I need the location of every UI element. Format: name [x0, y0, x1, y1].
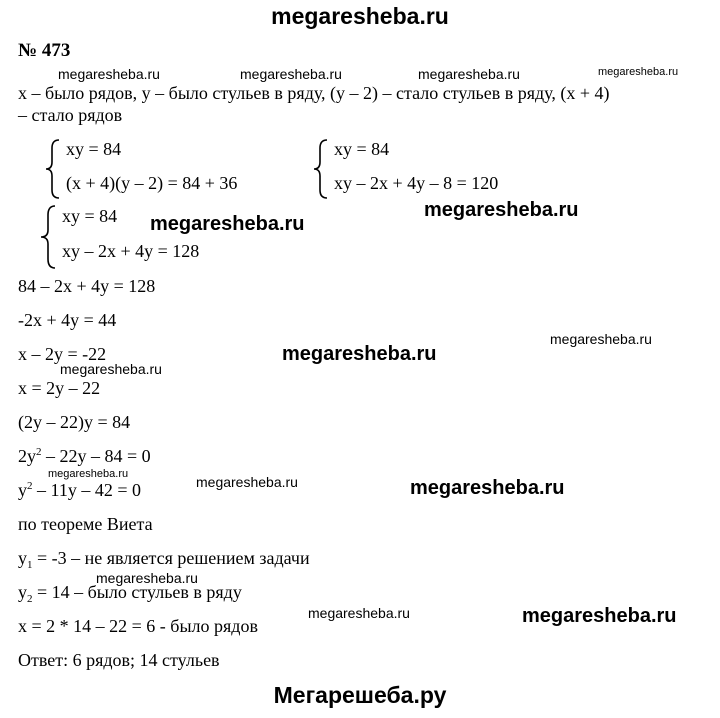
step-line: (2y – 22)y = 84: [18, 412, 131, 432]
watermark: megaresheba.ru: [60, 361, 162, 377]
watermark: megaresheba.ru: [410, 477, 565, 499]
step-line: x = 2 * 14 – 22 = 6 - было рядов: [18, 616, 258, 636]
watermark: megaresheba.ru: [550, 331, 652, 347]
problem-number: № 473: [18, 40, 71, 61]
step-line: $y_2 = 14$ – было стульев в ряду: [18, 582, 242, 605]
intro-line-1: x – было рядов, y – было стульев в ряду, (y – 2) – стало стульев в ряду, (x + 4): [18, 83, 610, 103]
watermark: megaresheba.ru: [58, 66, 160, 82]
system1-eq2: (x + 4)(y – 2) = 84 + 36: [66, 173, 238, 193]
step-line: $y_1 = -3$ – не является решением задачи: [18, 548, 310, 571]
watermark: megaresheba.ru: [150, 213, 305, 235]
watermark: megaresheba.ru: [48, 468, 129, 480]
watermark: megaresheba.ru: [196, 474, 298, 490]
watermark: megaresheba.ru: [96, 570, 198, 586]
step-line: $y^2 - 11y - 42 = 0$: [18, 480, 141, 500]
intro-line-2: – стало рядов: [18, 105, 123, 125]
step-line: x = 2y – 22: [18, 378, 101, 398]
system1-eq1: xy = 84: [66, 139, 122, 159]
site-header-title: megaresheba.ru: [271, 3, 449, 29]
answer-line: Ответ: 6 рядов; 14 стульев: [18, 650, 220, 670]
system3-eq1: xy = 84: [62, 206, 118, 226]
left-brace-icon: [312, 138, 330, 200]
watermark: megaresheba.ru: [522, 605, 677, 627]
step-line: по теореме Виета: [18, 514, 153, 534]
step-line: -2x + 4y = 44: [18, 310, 117, 330]
step-line: 84 – 2x + 4y = 128: [18, 276, 156, 296]
system2-eq2: xy – 2x + 4y – 8 = 120: [334, 173, 499, 193]
system3-eq2: xy – 2x + 4y = 128: [62, 241, 200, 261]
watermark: megaresheba.ru: [240, 66, 342, 82]
system2-eq1: xy = 84: [334, 139, 390, 159]
watermark: megaresheba.ru: [308, 605, 410, 621]
step-line: x – 2y = -22: [18, 344, 107, 364]
step-line: $2y^2 - 22y - 84 = 0$: [18, 446, 151, 466]
left-brace-icon: [38, 204, 58, 270]
watermark: megaresheba.ru: [424, 199, 579, 221]
watermark: megaresheba.ru: [418, 66, 520, 82]
site-footer-title: Мегарешеба.ру: [273, 682, 447, 708]
watermark: megaresheba.ru: [598, 66, 679, 78]
left-brace-icon: [44, 138, 62, 200]
watermark: megaresheba.ru: [282, 343, 437, 365]
